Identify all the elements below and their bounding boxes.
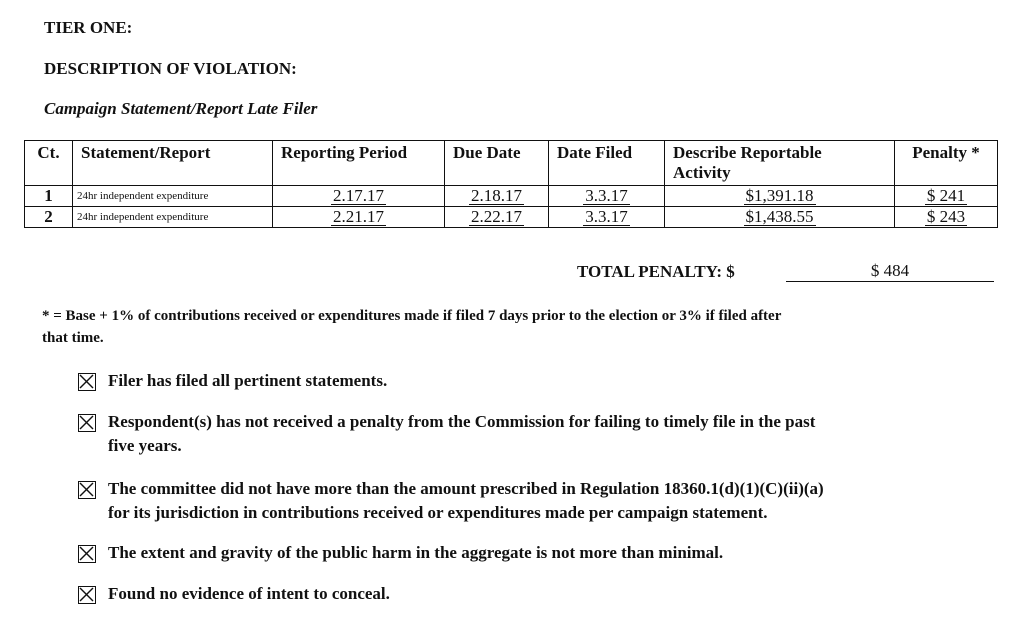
row-due	[445, 186, 549, 207]
row-penalty-value: $ 243	[926, 207, 966, 226]
row-penalty-value: $ 241	[926, 186, 966, 205]
row-filed-value: 3.3.17	[585, 207, 628, 226]
row-activity-value: $1,438.55	[745, 207, 814, 226]
row-statement: 24hr independent expenditure	[73, 186, 273, 207]
row-activity	[665, 207, 895, 228]
checked-box-icon[interactable]	[78, 545, 96, 563]
header-activity-line2: Activity	[673, 163, 731, 182]
header-statement: Statement/Report	[73, 141, 273, 186]
header-penalty: Penalty *	[895, 141, 998, 186]
row-due	[445, 207, 549, 228]
row-penalty	[895, 186, 998, 207]
checklist-item	[78, 413, 815, 458]
checklist-text-line1: Found no evidence of intent to conceal.	[108, 584, 390, 603]
row-activity-value: $1,391.18	[745, 186, 814, 205]
checklist-text	[108, 477, 824, 525]
checklist-text-line2: for its jurisdiction in contributions received or expenditures made per campaign statement.	[108, 503, 768, 522]
row-filed	[549, 186, 665, 207]
row-due-value: 2.22.17	[471, 207, 522, 226]
description-heading: DESCRIPTION OF VIOLATION:	[44, 59, 297, 78]
checklist-text	[108, 582, 390, 606]
checklist-text-line1: The committee did not have more than the amount prescribed in Regulation 18360.1(d)(1)(C)(ii)(a)	[108, 479, 824, 498]
checklist-item	[78, 480, 824, 525]
checked-box-icon[interactable]	[78, 373, 96, 391]
violation-table	[24, 140, 998, 228]
row-period-value: 2.21.17	[333, 207, 384, 226]
total-penalty-value: $ 484	[786, 261, 994, 282]
row-ct: 2	[25, 207, 73, 228]
checked-box-icon[interactable]	[78, 481, 96, 499]
row-filed	[549, 207, 665, 228]
checklist-text	[108, 541, 723, 565]
table-row	[25, 186, 998, 207]
footnote-line1: * = Base + 1% of contributions received or expenditures made if filed 7 days prior to the election or 3% if filed after	[42, 308, 782, 324]
row-period-value: 2.17.17	[333, 186, 384, 205]
row-period	[273, 186, 445, 207]
checklist-item	[78, 585, 390, 606]
table-header-row	[25, 141, 998, 186]
checklist-text-line1: Filer has filed all pertinent statements.	[108, 371, 388, 390]
tier-heading: TIER ONE:	[44, 18, 133, 37]
header-due-date: Due Date	[445, 141, 549, 186]
checklist-item	[78, 372, 387, 393]
checklist-text-line1: The extent and gravity of the public harm in the aggregate is not more than minimal.	[108, 543, 724, 562]
checklist-text	[108, 369, 387, 393]
header-ct: Ct.	[25, 141, 73, 186]
row-activity	[665, 186, 895, 207]
header-activity-line1: Describe Reportable	[673, 143, 822, 162]
checklist-text-line1: Respondent(s) has not received a penalty from the Commission for failing to timely file in the past	[108, 412, 816, 431]
total-penalty-label: TOTAL PENALTY: $	[577, 262, 735, 281]
row-statement: 24hr independent expenditure	[73, 207, 273, 228]
violation-type: Campaign Statement/Report Late Filer	[44, 99, 318, 118]
checklist-text	[108, 410, 815, 458]
header-date-filed: Date Filed	[549, 141, 665, 186]
row-ct: 1	[25, 186, 73, 207]
row-due-value: 2.18.17	[471, 186, 522, 205]
header-period: Reporting Period	[273, 141, 445, 186]
footnote	[42, 305, 1002, 349]
checklist-text-line2: five years.	[108, 436, 182, 455]
table-row	[25, 207, 998, 228]
header-activity	[665, 141, 895, 186]
checked-box-icon[interactable]	[78, 586, 96, 604]
checked-box-icon[interactable]	[78, 414, 96, 432]
checklist-item	[78, 544, 723, 565]
row-period	[273, 207, 445, 228]
row-filed-value: 3.3.17	[585, 186, 628, 205]
row-penalty	[895, 207, 998, 228]
footnote-line2: that time.	[42, 330, 104, 346]
